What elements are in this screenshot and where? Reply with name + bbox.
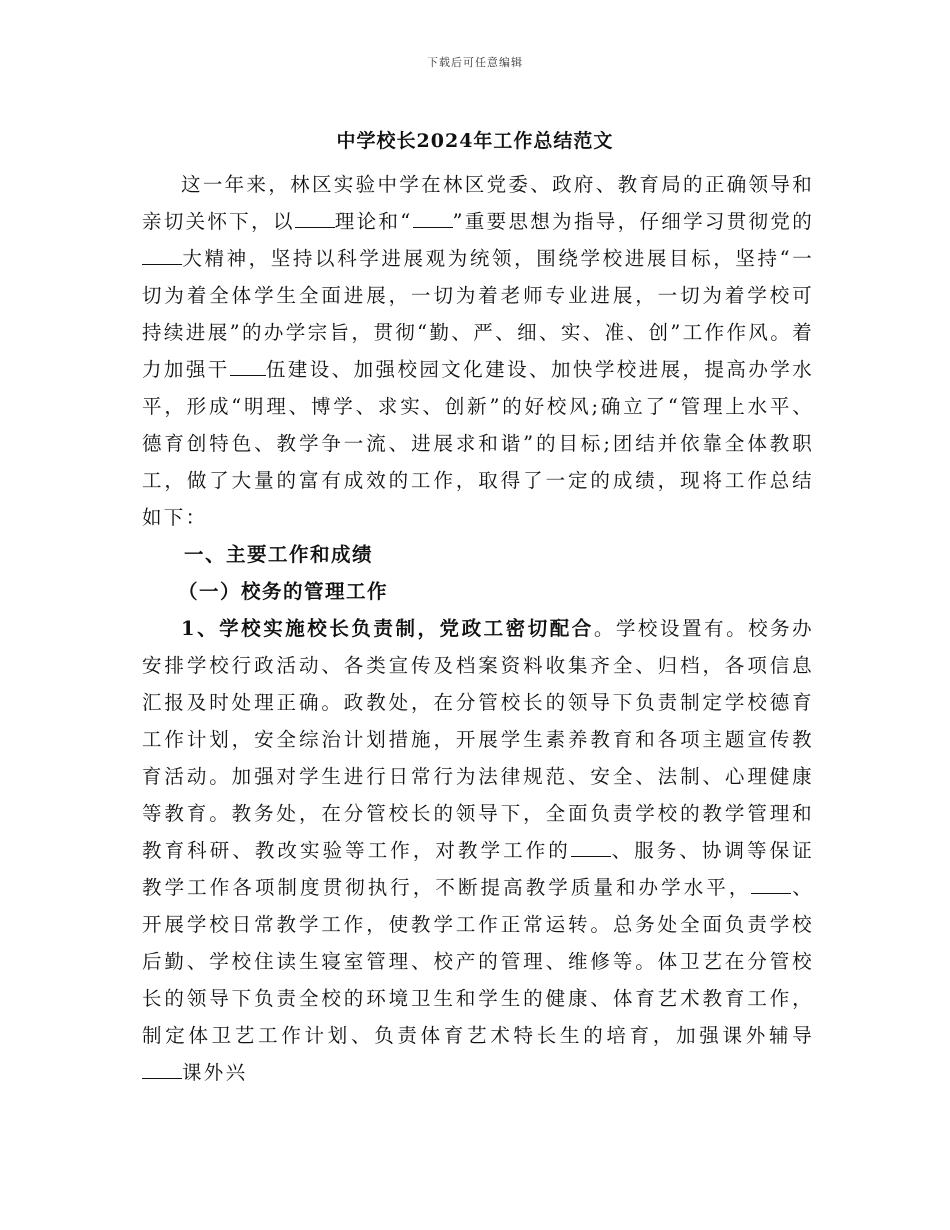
intro-text-1: 这一年来，林区实验中学在林区党委、政府、教育局的正确领导和亲切关怀下，以 — [142, 173, 814, 233]
fill-blank — [571, 834, 611, 857]
intro-text-3: ”重要思想为指导，仔细学习贯彻党的 — [452, 210, 814, 233]
intro-text-2: 理论和“ — [334, 210, 413, 233]
item-text-3: 、开展学校日常教学工作，使教学工作正常运转。总务处全面负责学校后勤、学校住读生寝室管理、校产的管理、维修等。体卫艺在分管校长的领导下负责全校的环境卫生和学生的健康、体育艺术教育工作，制定体卫艺工作计划、负责体育艺术特长生的培育，加强课外辅导 — [142, 876, 814, 1047]
fill-blank — [413, 205, 453, 228]
header-note: 下载后可任意编辑 — [427, 56, 523, 69]
section-heading-main-work: 一、主要工作和成绩 — [184, 543, 374, 566]
item-paragraph-principal-responsibility — [142, 610, 814, 1091]
document-body — [142, 166, 814, 1091]
intro-text-5: 伍建设、加强校园文化建设、加快学校进展，提高办学水平，形成“明理、博学、求实、创新”的好校风;确立了“管理上水平、德育创特色、教学争一流、进展求和谐”的目标;团结并依靠全体教职工，做了大量的富有成效的工作，取得了一定的成绩，现将工作总结如下： — [142, 358, 814, 529]
item-lead-text: 1、学校实施校长负责制，党政工密切配合 — [181, 617, 594, 640]
item-text-1: 。学校设置有。校务办安排学校行政活动、各类宣传及档案资料收集齐全、归档，各项信息汇报及时处理正确。政教处，在分管校长的领导下负责制定学校德育工作计划，安全综治计划措施，开展学生素养教育和各项主题宣传教育活动。加强对学生进行日常行为法律规范、安全、法制、心理健康等教育。教务处，在分管校长的领导下，全面负责学校的教学管理和教育科研、教改实验等工作，对教学工作的 — [142, 617, 814, 862]
fill-blank — [230, 353, 266, 376]
fill-blank — [751, 871, 791, 894]
fill-blank — [295, 205, 335, 228]
intro-text-4: 大精神，坚持以科学进展观为统领，围绕学校进展目标，坚持“一切为着全体学生全面进展，一切为着老师专业进展，一切为着学校可持续进展”的办学宗旨，贯彻“勤、严、细、实、准、创”工作作风。着力加强干 — [142, 247, 814, 381]
item-text-4: 课外兴 — [182, 1061, 248, 1084]
intro-paragraph — [142, 166, 814, 536]
fill-blank — [142, 1056, 182, 1079]
fill-blank — [142, 242, 182, 265]
subsection-heading-school-affairs: （一）校务的管理工作 — [178, 580, 389, 603]
item-text-2: 、服务、协调等保证教学工作各项制度贯彻执行，不断提高教学质量和办学水平， — [142, 839, 815, 899]
page-title: 中学校长2024年工作总结范文 — [336, 130, 614, 152]
